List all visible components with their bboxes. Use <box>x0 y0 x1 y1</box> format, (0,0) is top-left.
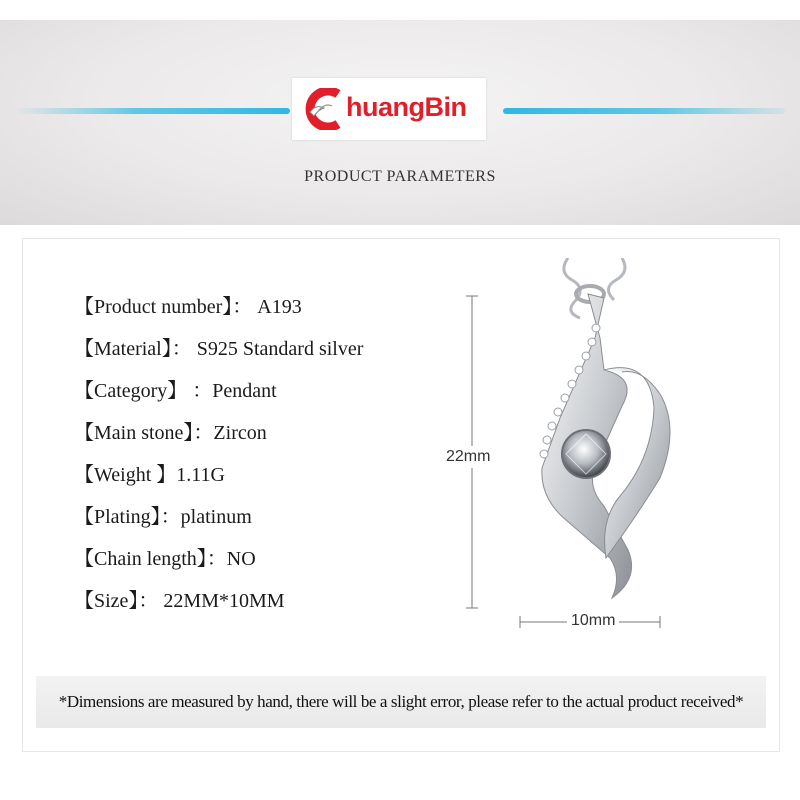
brand-logo <box>292 78 486 140</box>
header-banner <box>0 20 800 225</box>
page-title: PRODUCT PARAMETERS <box>304 168 496 185</box>
param-weight: 【Weight 】1.11G <box>74 464 225 486</box>
measurement-disclaimer: *Dimensions are measured by hand, there will be a slight error, please refer to the actual product received* <box>36 676 766 728</box>
param-product-number: 【Product number】： A193 <box>74 296 302 318</box>
width-dimension-label: 10mm <box>567 612 619 630</box>
param-plating: 【Plating】：platinum <box>74 506 252 528</box>
param-chain-length: 【Chain length】：NO <box>74 548 256 570</box>
param-category: 【Category】 ：Pendant <box>74 380 277 402</box>
height-dimension-label: 22mm <box>446 446 490 468</box>
product-image-area <box>390 258 770 638</box>
decorative-line-right <box>503 108 785 114</box>
param-main-stone: 【Main stone】：Zircon <box>74 422 267 444</box>
param-material: 【Material】： S925 Standard silver <box>74 338 364 360</box>
brand-name: huangBin <box>346 92 467 122</box>
param-size: 【Size】： 22MM*10MM <box>74 590 285 612</box>
brand-logo-icon <box>302 88 346 130</box>
product-parameters-list <box>74 290 363 626</box>
decorative-line-left <box>15 108 290 114</box>
